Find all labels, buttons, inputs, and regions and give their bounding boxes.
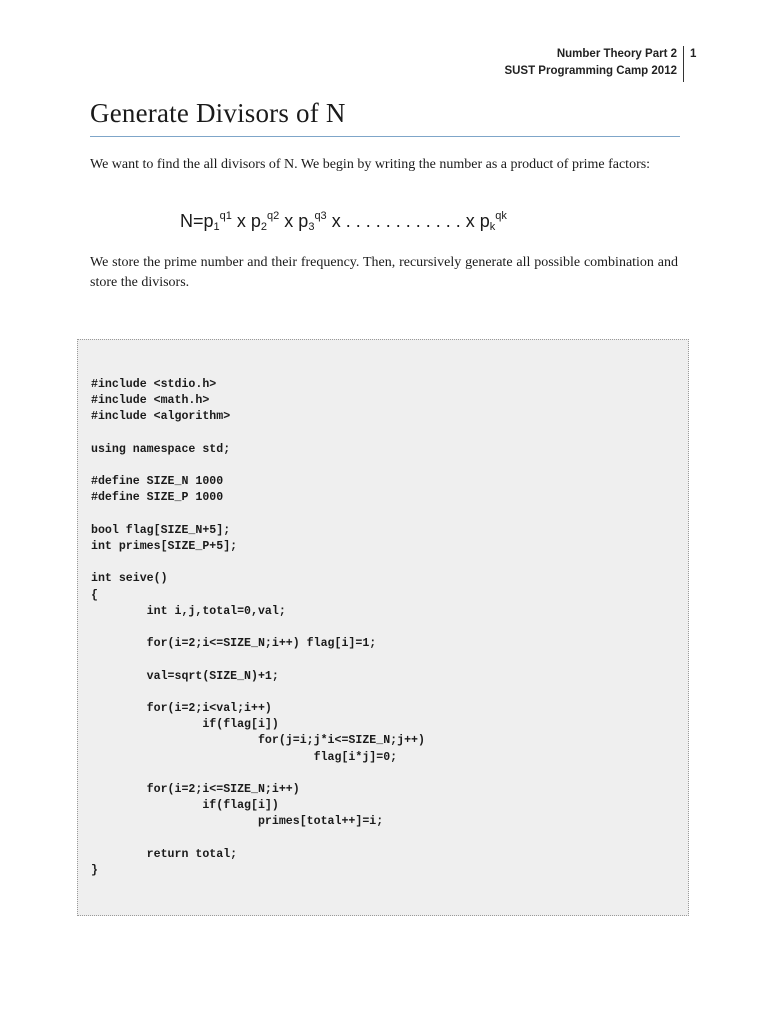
- code-line: val=sqrt(SIZE_N)+1;: [91, 669, 279, 683]
- code-line: #define SIZE_P 1000: [91, 491, 224, 505]
- formula-term2-sup: q2: [267, 210, 280, 222]
- code-line: bool flag[SIZE_N+5];: [91, 523, 231, 537]
- code-line: int seive(): [91, 572, 168, 586]
- formula-sep1: x p: [231, 211, 261, 231]
- code-line: if(flag[i]): [91, 718, 279, 732]
- code-line: [91, 426, 425, 442]
- prime-factorization-formula: [180, 210, 507, 233]
- code-line: [91, 685, 425, 701]
- page-number: 1: [690, 48, 697, 60]
- intro-paragraph: We want to find the all divisors of N. We begin by writing the number as a product of prime factors:: [90, 157, 651, 172]
- code-line: [91, 507, 425, 523]
- code-line: #include <stdio.h>: [91, 378, 217, 391]
- running-header: [504, 46, 684, 82]
- header-part-title: Number Theory Part 2: [556, 48, 677, 60]
- code-line: #include <math.h>: [91, 394, 210, 408]
- page-title: Generate Divisors of N: [90, 98, 346, 128]
- formula-sep2: x p: [279, 211, 309, 231]
- formula-term1-sup: q1: [219, 210, 232, 222]
- code-line: }: [91, 863, 98, 877]
- code-line: for(i=2;i<val;i++): [91, 701, 272, 715]
- code-line: [91, 766, 425, 782]
- formula-lhs: N=p: [180, 211, 214, 231]
- code-line: if(flag[i]): [91, 799, 279, 813]
- method-paragraph: We store the prime number and their frequency. Then, recursively generate all possible combination and store the divisors.: [90, 255, 678, 290]
- formula-term3-sup: q3: [314, 210, 327, 222]
- code-line: #include <algorithm>: [91, 410, 231, 424]
- code-line: return total;: [91, 847, 238, 861]
- code-line: flag[i*j]=0;: [91, 750, 398, 764]
- code-line: #define SIZE_N 1000: [91, 475, 224, 489]
- code-line: [91, 620, 425, 636]
- code-block: [77, 339, 689, 916]
- formula-dots: x . . . . . . . . . . . . x p: [326, 211, 490, 231]
- code-line: [91, 652, 425, 668]
- title-underline: [90, 136, 680, 137]
- code-line: {: [91, 588, 98, 602]
- code-line: int primes[SIZE_P+5];: [91, 539, 238, 553]
- code-line: [91, 458, 425, 474]
- code-line: int i,j,total=0,val;: [91, 604, 286, 618]
- code-line: for(i=2;i<=SIZE_N;i++) flag[i]=1;: [91, 637, 377, 651]
- code-line: for(i=2;i<=SIZE_N;i++): [91, 782, 300, 796]
- code-line: using namespace std;: [91, 442, 231, 456]
- formula-termk-sub: k: [489, 221, 496, 233]
- code-listing: [91, 377, 425, 879]
- code-line: primes[total++]=i;: [91, 815, 384, 829]
- formula-term2-sub: 2: [260, 221, 268, 233]
- code-line: [91, 555, 425, 571]
- formula-termk-sup: qk: [495, 210, 507, 222]
- header-camp-title: SUST Programming Camp 2012: [504, 65, 677, 77]
- code-line: for(j=i;j*i<=SIZE_N;j++): [91, 734, 425, 748]
- code-line: [91, 831, 425, 847]
- formula-term1-sub: 1: [213, 221, 220, 233]
- formula-term3-sub: 3: [308, 221, 315, 233]
